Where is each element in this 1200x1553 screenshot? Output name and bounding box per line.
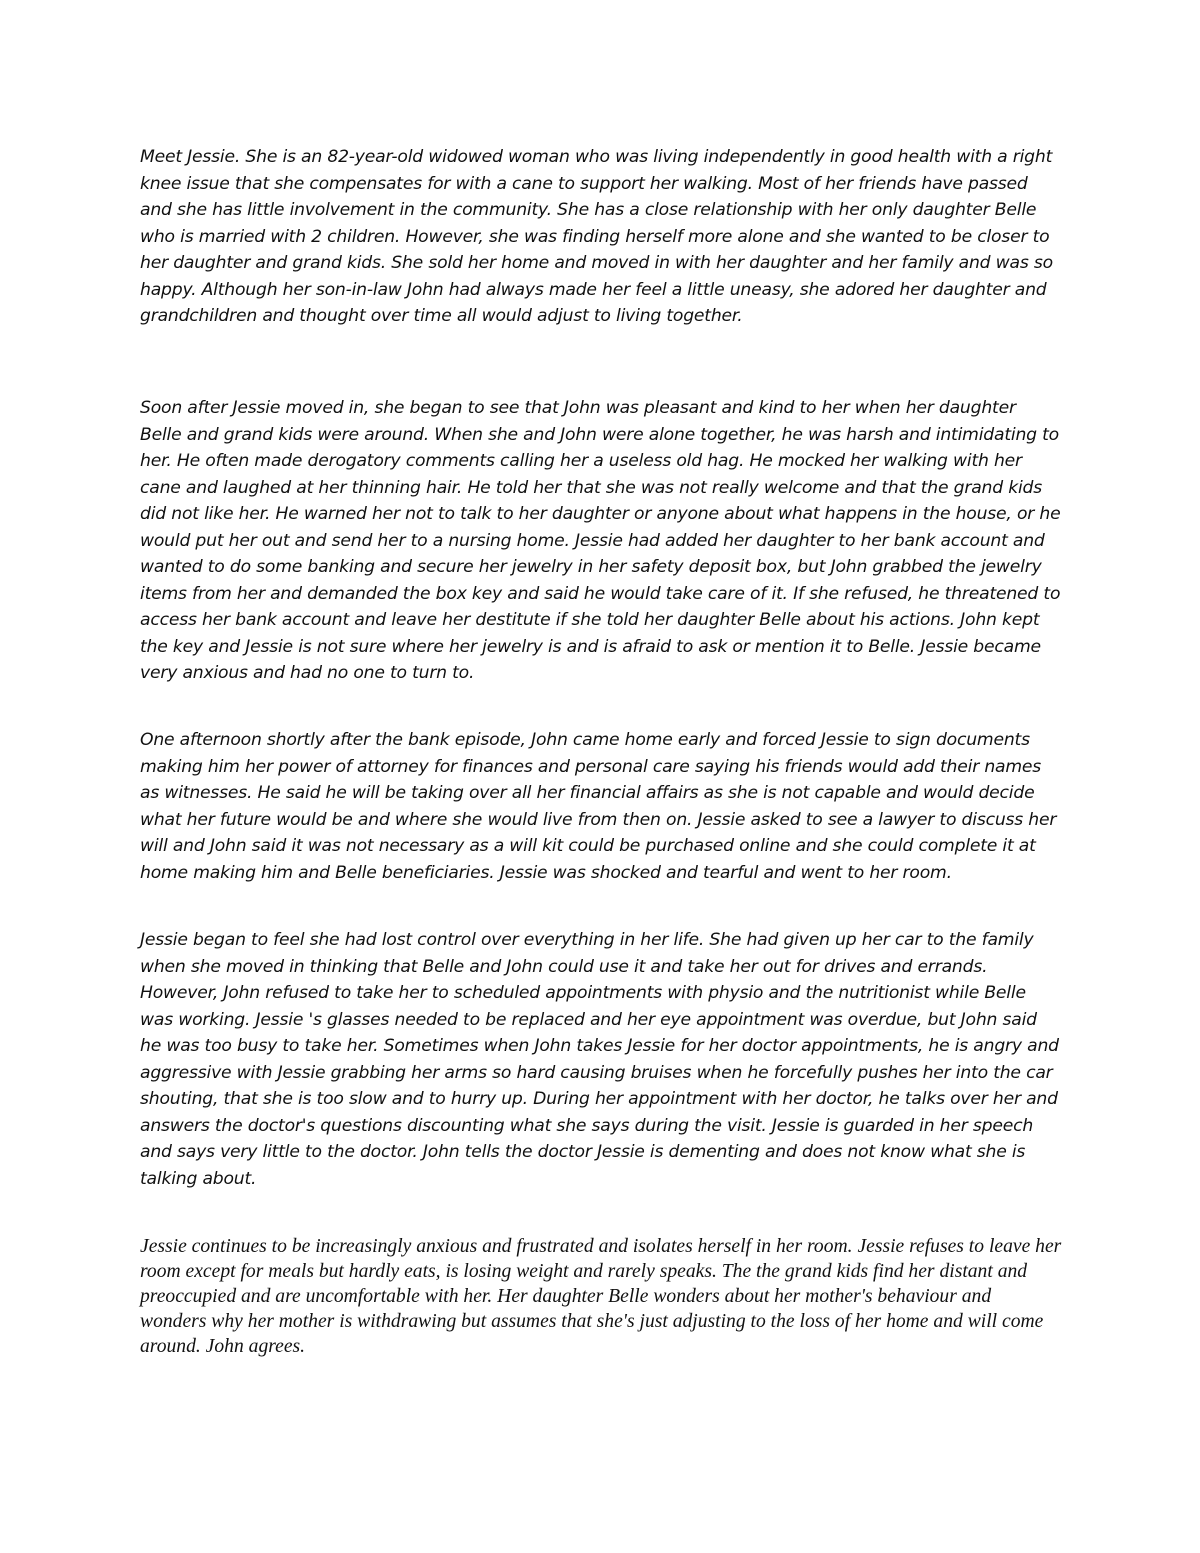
paragraph-intimidation: Soon after Jessie moved in, she began to see that John was pleasant and kind to her when her daughter Belle and grand kids were around. When she and John were alone together, he was harsh and intimidating to her. He often made derogatory comments calling her a useless old hag. He mocked her walking with her cane and laughed at her thinning hair. He told her that she was not really welcome and that the grand kids did not like her. He warned her not to talk to her daughter or anyone about what happens in the house, or he would put her out and send her to a nursing home. Jessie had added her daughter to her bank account and wanted to do some banking and secure her jewelry in her safety deposit box, but John grabbed the jewelry items from her and demanded the box key and said he would take care of it. If she refused, he threatened to access her bank account and leave her destitute if she told her daughter Belle about his actions. John kept the key and Jessie is not sure where her jewelry is and is afraid to ask or mention it to Belle. Jessie became very anxious and had no one to turn to. xyxy=(140,398,1061,683)
paragraph-isolation: Jessie continues to be increasingly anxious and frustrated and isolates herself in her room. Jessie refuses to leave her room except for meals but hardly eats, is losing weight and rarely speaks. The the grand kids find her distant and preoccupied and are uncomfortable with her. Her daughter Belle wonders about her mother's behaviour and wonders why her mother is withdrawing but assumes that she's just adjusting to the loss of her home and will come around. John agrees. xyxy=(140,1236,1062,1357)
paragraph-loss-of-control: Jessie began to feel she had lost control over everything in her life. She had given up her car to the family when she moved in thinking that Belle and John could use it and take her out for drives and errands. However, John refused to take her to scheduled appointments with physio and the nutritionist while Belle was working. Jessie 's glasses needed to be replaced and her eye appointment was overdue, but John said he was too busy to take her. Sometimes when John takes Jessie for her doctor appointments, he is angry and aggressive with Jessie grabbing her arms so hard causing bruises when he forcefully pushes her into the car shouting, that she is too slow and to hurry up. During her appointment with her doctor, he talks over her and answers the doctor's questions discounting what she says during the visit. Jessie is guarded in her speech and says very little to the doctor. John tells the doctor Jessie is dementing and does not know what she is talking about. xyxy=(140,930,1059,1189)
paragraph-power-of-attorney: One afternoon shortly after the bank episode, John came home early and forced Jessie to sign documents making him her power of attorney for finances and personal care saying his friends would add their names as witnesses. He said he will be taking over all her financial affairs as she is not capable and would decide what her future would be and where she would live from then on. Jessie asked to see a lawyer to discuss her will and John said it was not necessary as a will kit could be purchased online and she could complete it at home making him and Belle beneficiaries. Jessie was shocked and tearful and went to her room. xyxy=(140,730,1057,883)
paragraph-introduction: Meet Jessie. She is an 82-year-old widowed woman who was living independently in good health with a right knee issue that she compensates for with a cane to support her walking. Most of her friends have passed and she has little involvement in the community. She has a close relationship with her only daughter Belle who is married with 2 children. However, she was finding herself more alone and she wanted to be closer to her daughter and grand kids. She sold her home and moved in with her daughter and her family and was so happy. Although her son-in-law John had always made her feel a little uneasy, she adored her daughter and grandchildren and thought over time all would adjust to living together. xyxy=(140,147,1053,326)
